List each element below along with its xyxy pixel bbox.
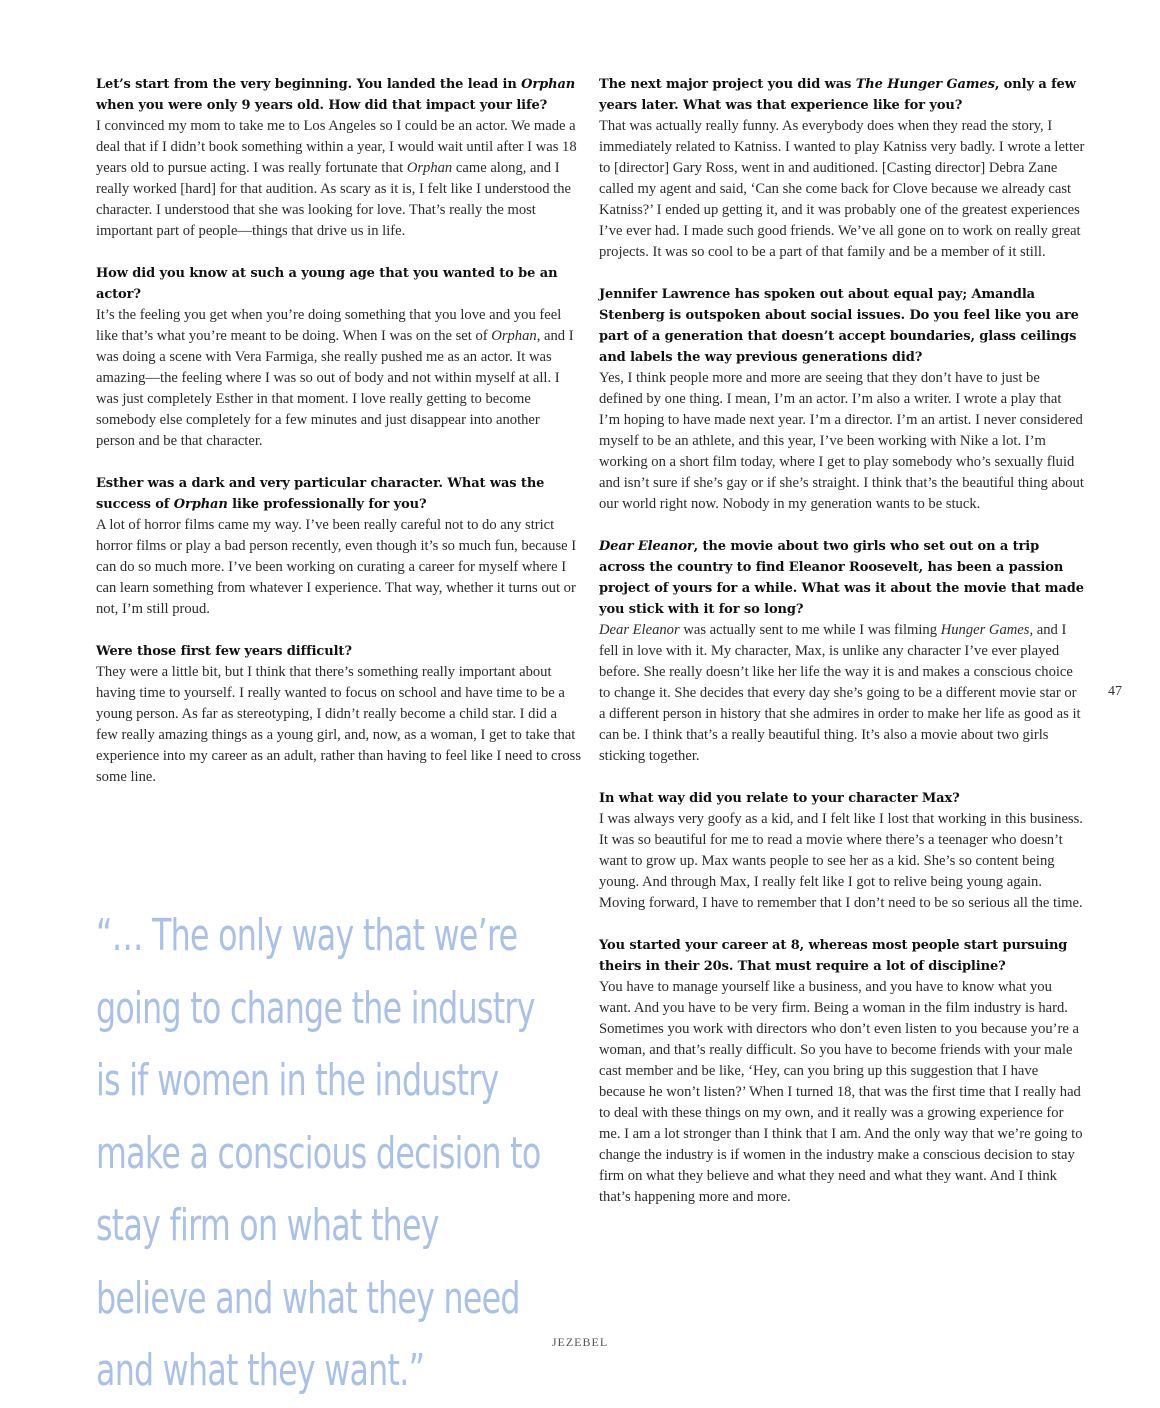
page-number: 47 xyxy=(1108,684,1122,699)
interview-question: Dear Eleanor, the movie about two girls who set out on a trip across the country to find Eleanor Roosevelt, has been a passion project of yours for a while. What was it about the movie that made you stick with it for so long? xyxy=(599,539,1084,617)
interview-question: The next major project you did was The Hunger Games, only a few years later. What was that experience like for you? xyxy=(599,77,1076,113)
interview-question: You started your career at 8, whereas most people start pursuing theirs in their 20s. That must require a lot of discipline? xyxy=(599,938,1068,974)
qa-block xyxy=(96,473,582,620)
interview-answer: Dear Eleanor was actually sent to me while I was filming Hunger Games, and I fell in love with it. My character, Max, is unlike any character I’ve ever played before. She really doesn’t like her life the way it is and makes a conscious choice to change it. She decides that every day she’s going to be a different movie star or a different person in history that she admires in order to make her life as good as it can be. I think that’s a really beautiful thing. It’s also a movie about two girls sticking together. xyxy=(599,622,1081,764)
interview-answer: That was actually really funny. As everybody does when they read the story, I immediately related to Katniss. I wanted to play Katniss very badly. I wrote a letter to [director] Gary Ross, went in and auditioned. [Casting director] Debra Zane called my agent and said, ‘Can she come back for Clove because we already cast Katniss?’ I ended up getting it, and it was probably one of the greatest experiences I’ve ever had. I made such good friends. We’ve all gone on to work on really great projects. It was so cool to be a part of that family and be a member of it still. xyxy=(599,118,1085,260)
interview-question: In what way did you relate to your character Max? xyxy=(599,791,960,806)
interview-answer: A lot of horror films came my way. I’ve been really careful not to do any strict horror films or play a bad person recently, even though it’s so much fun, because I can do so much more. I’ve been working on curating a career for myself where I can learn something from whatever I experience. That way, whether it turns out or not, I’m still proud. xyxy=(96,517,577,617)
qa-block xyxy=(599,536,1085,767)
qa-block xyxy=(96,74,582,242)
qa-block xyxy=(96,263,582,452)
interview-answer: Yes, I think people more and more are seeing that they don’t have to just be defined by one thing. I mean, I’m an actor. I’m also a writer. I wrote a play that I’m hoping to have made next year. I’m a director. I’m an artist. I never considered myself to be an athlete, and this year, I’ve been working with Nike a lot. I’m working on a short film today, where I get to play somebody who’s sexually fluid and isn’t sure if she’s gay or if she’s straight. I think that’s the beautiful thing about our world right now. Nobody in my generation wants to be stuck. xyxy=(599,370,1084,512)
interview-question: Were those first few years difficult? xyxy=(96,644,352,659)
interview-answer: I convinced my mom to take me to Los Angeles so I could be an actor. We made a deal that if I didn’t book something within a year, I would wait until after I was 18 years old to pursue acting. I was really fortunate that Orphan came along, and I really worked [hard] for that audition. As scary as it is, I felt like I understood the character. I understood that she was looking for love. That’s really the most important part of people—things that drive us in life. xyxy=(96,118,577,239)
footer-logo: JEZEBEL xyxy=(551,1335,609,1349)
qa-block xyxy=(96,641,582,788)
right-column xyxy=(599,74,1085,1229)
interview-answer: I was always very goofy as a kid, and I felt like I lost that working in this business. It was so beautiful for me to read a movie where there’s a teenager who doesn’t want to grow up. Max wants people to see her as a kid. She’s so content being young. And through Max, I really felt like I got to relive being young again. Moving forward, I have to remember that I don’t need to be so serious all the time. xyxy=(599,811,1083,911)
qa-block xyxy=(599,284,1085,515)
interview-answer: They were a little bit, but I think that there’s something really important about having time to yourself. I really wanted to focus on school and have time to be a young person. As far as stereotyping, I didn’t really become a child star. I did a few really amazing things as a young girl, and, now, as a woman, I get to take that experience into my career as an adult, rather than having to feel like I need to cross some line. xyxy=(96,664,582,785)
interview-question: Jennifer Lawrence has spoken out about equal pay; Amandla Stenberg is outspoken about social issues. Do you feel like you are part of a generation that doesn’t accept boundaries, glass ceilings and labels the way previous generations did? xyxy=(599,287,1079,365)
interview-question: Esther was a dark and very particular character. What was the success of Orphan like professionally for you? xyxy=(96,476,545,512)
qa-block xyxy=(599,788,1085,914)
left-column xyxy=(96,74,582,809)
qa-block xyxy=(599,935,1085,1208)
qa-block xyxy=(599,74,1085,263)
pull-quote: “… The only way that we’re going to change the industry is if women in the industry make a conscious decision to stay firm on what they believe and what they need and what they want.” xyxy=(96,910,541,1396)
interview-question: Let’s start from the very beginning. You landed the lead in Orphan when you were only 9 years old. How did that impact your life? xyxy=(96,77,576,113)
interview-question: How did you know at such a young age that you wanted to be an actor? xyxy=(96,266,558,302)
interview-answer: You have to manage yourself like a business, and you have to know what you want. And you have to be very firm. Being a woman in the film industry is hard. Sometimes you work with directors who don’t even listen to you because you’re a woman, and that’s really difficult. So you have to become friends with your male cast member and be like, ‘Hey, can you bring up this suggestion that I have because he won’t listen?’ When I turned 18, that was the first time that I really had to deal with these things on my own, and it really was a growing experience for me. I am a lot stronger than I think that I am. And the only way that we’re going to change the industry is if women in the industry make a conscious decision to stay firm on what they believe and what they need and what they want. And I think that’s happening more and more. xyxy=(599,979,1083,1205)
interview-answer: It’s the feeling you get when you’re doing something that you love and you feel like that’s what you’re meant to be doing. When I was on the set of Orphan, and I was doing a scene with Vera Farmiga, she really pushed me as an actor. It was amazing—the feeling where I was so out of body and not within myself at all. I was just completely Esther in that moment. I love really getting to become somebody else completely for a few minutes and just disappear into another person and be that character. xyxy=(96,307,574,449)
